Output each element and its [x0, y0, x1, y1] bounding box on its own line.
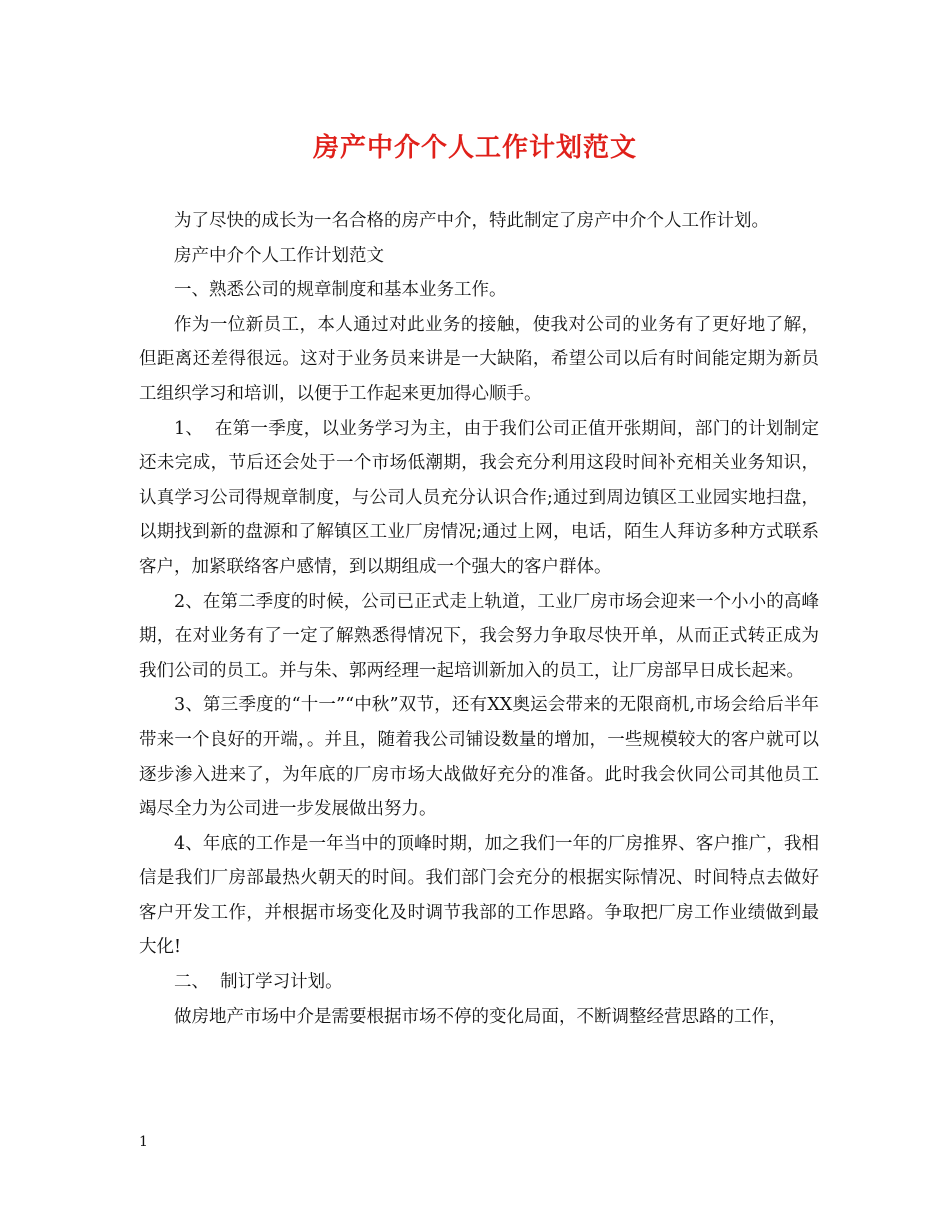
page-number: 1	[139, 1134, 148, 1150]
paragraph-section-2-intro: 做房地产市场中介是需要根据市场不停的变化局面，不断调整经营思路的工作，	[174, 1006, 787, 1027]
document-title: 房产中介个人工作计划范文	[312, 133, 637, 163]
paragraph-q1: 1、 在第一季度，以业务学习为主，由于我们公司正值开张期间，部门的计划制定还未完成，节后还会处于一个市场低潮期，我会充分利用这段时间补充相关业务知识，认真学习公司得规章制度，与公司人员充分认识合作;通过到周边镇区工业园实地扫盘，以期找到新的盘源和了解镇区工业厂房情况;通过上网，电话，陌生人拜访多种方式联系客户，加紧联络客户感情，到以期组成一个强大的客户群体。	[139, 418, 819, 577]
section-heading-2: 二、 制订学习计划。	[174, 972, 343, 993]
document-body	[139, 204, 819, 1034]
paragraph-q2: 2、在第二季度的时候，公司已正式走上轨道，工业厂房市场会迎来一个小小的高峰期，在对业务有了一定了解熟悉得情况下，我会努力争取尽快开单，从而正式转正成为我们公司的员工。并与朱、郭两经理一起培训新加入的员工，让厂房部早日成长起来。	[139, 591, 819, 681]
paragraph-intro: 为了尽快的成长为一名合格的房产中介，特此制定了房产中介个人工作计划。	[174, 211, 769, 231]
paragraph-subtitle: 房产中介个人工作计划范文	[174, 245, 384, 266]
section-heading-1: 一、熟悉公司的规章制度和基本业务工作。	[174, 280, 507, 301]
paragraph-q3: 3、第三季度的“十一”“中秋”双节，还有XX奥运会带来的无限商机,市场会给后半年带来一个良好的开端，。并且，随着我公司铺设数量的增加，一些规模较大的客户就可以逐步渗入进来了，为年底的厂房市场大战做好充分的准备。此时我会伙同公司其他员工竭尽全力为公司进一步发展做出努力。	[139, 695, 819, 820]
paragraph-q4: 4、年底的工作是一年当中的顶峰时期，加之我们一年的厂房推界、客户推广，我相信是我们厂房部最热火朝天的时间。我们部门会充分的根据实际情况、时间特点去做好客户开发工作，并根据市场变化及时调节我部的工作思路。争取把厂房工作业绩做到最大化!	[139, 833, 819, 958]
paragraph-section-1-intro: 作为一位新员工，本人通过对此业务的接触，使我对公司的业务有了更好地了解，但距离还差得很远。这对于业务员来讲是一大缺陷，希望公司以后有时间能定期为新员工组织学习和培训，以便于工作起来更加得心顺手。	[139, 314, 819, 404]
